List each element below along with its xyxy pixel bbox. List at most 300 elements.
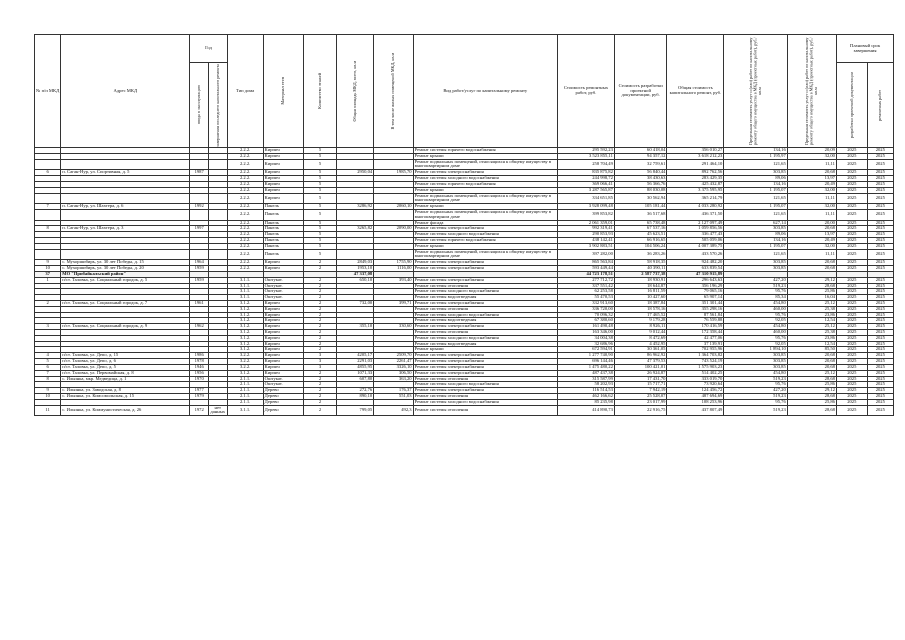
total-cost-cell: 436 371,50 <box>667 209 724 220</box>
work-type-cell: Ремонт системы электроснабжения <box>413 364 557 370</box>
repair-cost-cell: 3 287 565,87 <box>558 187 615 193</box>
design-cost-cell: 88 030,08 <box>614 187 667 193</box>
wall-material-cell: Дерево <box>263 399 303 405</box>
row-number: 10 <box>35 393 61 399</box>
design-cost-cell: 86 962,92 <box>614 353 667 359</box>
house-type-cell: 2.2.2. <box>227 153 263 159</box>
total-cost-cell: 487 694,69 <box>667 393 724 399</box>
floors-cell: 2 <box>304 330 337 336</box>
total-cost-cell: 170 416,59 <box>667 324 724 330</box>
wall-material-cell: Кирпич <box>263 335 303 341</box>
address-cell: п/ст. Таловка, ул. Социальный городок, д. 9 <box>61 324 190 330</box>
work-type-cell: Ремонт подвальных помещений, относящихся к общему имуществу в многоквартирном доме <box>413 193 557 204</box>
total-area-cell <box>336 193 373 204</box>
max-unit-cost-2-cell: 20,68 <box>787 266 836 272</box>
total-area-cell: 4205,17 <box>336 353 373 359</box>
house-type-cell: 3.1.1. <box>227 405 263 416</box>
repair-cost-cell: 487 437,38 <box>558 370 615 376</box>
header-number: № п/п МКД <box>35 35 61 148</box>
plan-design-cell: 2025 <box>836 382 867 388</box>
year-commission-cell: 1987 <box>190 170 209 176</box>
floors-cell: 2 <box>304 266 337 272</box>
work-type-cell: Ремонт системы электроснабжения <box>413 388 557 394</box>
repair-cost-cell: 332 913,60 <box>558 300 615 306</box>
header-year-commission: ввода в эксплуатацию <box>190 63 209 148</box>
plan-works-cell: 2025 <box>867 243 893 249</box>
total-area-cell: 3286,92 <box>336 204 373 210</box>
work-type-cell: Ремонт подвальных помещений, относящихся к общему имуществу в многоквартирном доме <box>413 209 557 220</box>
wall-material-cell: Панель <box>263 243 303 249</box>
header-floors: Количество этажей <box>304 35 337 148</box>
house-type-cell: 3.2.2. <box>227 364 263 370</box>
max-unit-cost-cell: 1 195,07 <box>724 243 787 249</box>
max-unit-cost-cell: 95,76 <box>724 399 787 405</box>
total-cost-cell: 437 807,49 <box>667 405 724 416</box>
plan-works-cell: 2025 <box>867 193 893 204</box>
total-cost-cell: 2 127 097,49 <box>667 220 724 226</box>
repair-cost-cell: 3 902 883,51 <box>558 243 615 249</box>
total-area-cell: 4855,95 <box>336 364 373 370</box>
house-type-cell: 2.1.1. <box>227 382 263 388</box>
plan-design-cell: 2025 <box>836 347 867 353</box>
plan-works-cell: 2025 <box>867 399 893 405</box>
max-unit-cost-cell: 1 195,07 <box>724 187 787 193</box>
plan-design-cell: 2025 <box>836 364 867 370</box>
floors-cell: 2 <box>304 306 337 312</box>
wall-material-cell: Кирпич <box>263 364 303 370</box>
year-commission-cell: 1997 <box>190 226 209 232</box>
repair-cost-cell: 369 066,41 <box>558 181 615 187</box>
max-unit-cost-cell: 121,65 <box>724 159 787 170</box>
total-cost-cell: 425 432,87 <box>667 181 724 187</box>
floors-cell: 2 <box>304 260 337 266</box>
wall-material-cell: Кирпич <box>263 300 303 306</box>
plan-works-cell: 2025 <box>867 238 893 244</box>
row-number: 4 <box>35 353 61 359</box>
living-area-cell: 2509,70 <box>374 353 413 359</box>
design-cost-cell: 18 578,16 <box>614 306 667 312</box>
design-cost-cell: 17 431,70 <box>614 376 667 382</box>
plan-works-cell: 2025 <box>867 277 893 283</box>
total-area-cell: 2291,03 <box>336 359 373 365</box>
repair-cost-cell: 672 594,91 <box>558 347 615 353</box>
row-number: 2 <box>35 300 61 306</box>
max-unit-cost-cell: 92,05 <box>724 318 787 324</box>
design-cost-cell: 4 452,95 <box>614 341 667 347</box>
living-area-cell: 363,20 <box>374 376 413 382</box>
house-type-cell: 2.2.2. <box>227 176 263 182</box>
floors-cell: 5 <box>304 204 337 210</box>
house-type-cell: 3.2.2. <box>227 359 263 365</box>
plan-works-cell: 2025 <box>867 204 893 210</box>
plan-works-cell: 2025 <box>867 260 893 266</box>
design-cost-cell: 65 738,48 <box>614 220 667 226</box>
wall-material-cell: Панель <box>263 226 303 232</box>
repair-cost-cell: 438 142,41 <box>558 238 615 244</box>
house-type-cell: 3.1.1. <box>227 277 263 283</box>
house-type-cell: 2.2.2. <box>227 243 263 249</box>
living-area-cell <box>374 249 413 260</box>
plan-works-cell: 2025 <box>867 289 893 295</box>
row-number: 1 <box>35 277 61 283</box>
wall-material-cell: Кирпич <box>263 148 303 154</box>
work-type-cell: Ремонт системы горячего водоснабжения <box>413 181 557 187</box>
repair-cost-cell: 397 282,00 <box>558 249 615 260</box>
design-cost-cell: 40 390,11 <box>614 266 667 272</box>
plan-design-cell: 2025 <box>836 226 867 232</box>
house-type-cell: 2.2.2. <box>227 220 263 226</box>
repair-cost-cell: 1 277 740,90 <box>558 353 615 359</box>
living-area-cell: 2090,00 <box>374 226 413 232</box>
wall-material-cell: Кирпич <box>263 359 303 365</box>
floors-cell: 2 <box>304 347 337 353</box>
design-cost-cell: 9 012,44 <box>614 330 667 336</box>
house-type-cell: 3.1.1. <box>227 295 263 301</box>
wall-material-cell: Кирпич <box>263 370 303 376</box>
plan-works-cell: 2025 <box>867 364 893 370</box>
year-commission-cell: 1972 <box>190 405 209 416</box>
repair-cost-cell: 3 523 855,11 <box>558 153 615 159</box>
row-number: 7 <box>35 370 61 376</box>
work-type-cell: Ремонт системы отопления <box>413 330 557 336</box>
table-row <box>35 249 894 260</box>
max-unit-cost-2-cell: 11,11 <box>787 209 836 220</box>
total-area-cell: 732,00 <box>336 300 373 306</box>
max-unit-cost-cell: 519,23 <box>724 283 787 289</box>
max-unit-cost-cell: 303,85 <box>724 226 787 232</box>
address-cell <box>61 159 190 170</box>
living-area-cell <box>374 209 413 220</box>
design-cost-cell: 18 387,84 <box>614 300 667 306</box>
work-type-cell: Ремонт системы электроснабжения <box>413 266 557 272</box>
total-area-cell <box>336 209 373 220</box>
plan-design-cell: 2025 <box>836 260 867 266</box>
header-plan-design: разработки проектной документации <box>836 63 867 148</box>
spreadsheet-sheet <box>34 34 894 416</box>
design-cost-cell: 32 759,61 <box>614 159 667 170</box>
total-area-cell <box>336 249 373 260</box>
floors-cell: 5 <box>304 193 337 204</box>
work-type-cell: Ремонт системы электроснабжения <box>413 226 557 232</box>
year-last-repair-cell <box>208 193 227 204</box>
design-cost-cell: 56 366,76 <box>614 181 667 187</box>
max-unit-cost-cell: 134,16 <box>724 181 787 187</box>
repair-cost-cell: 161 490,48 <box>558 324 615 330</box>
design-cost-cell: 36 283,26 <box>614 249 667 260</box>
max-unit-cost-2-cell: 32,00 <box>787 153 836 159</box>
plan-works-cell: 2025 <box>867 388 893 394</box>
year-commission-cell <box>190 193 209 204</box>
max-unit-cost-cell: 519,23 <box>724 405 787 416</box>
year-commission-cell: 1986 <box>190 353 209 359</box>
wall-material-cell: Панель <box>263 209 303 220</box>
work-type-cell: Ремонт системы холодного водоснабжения <box>413 335 557 341</box>
max-unit-cost-2-cell: 16,04 <box>787 295 836 301</box>
plan-design-cell: 2025 <box>836 393 867 399</box>
total-cost-cell: 37 139,91 <box>667 341 724 347</box>
repair-cost-cell: 44 723 178,51 <box>558 271 615 277</box>
work-type-cell: Ремонт системы холодного водоснабжения <box>413 176 557 182</box>
total-area-cell: 650,10 <box>336 277 373 283</box>
plan-design-cell: 2025 <box>836 238 867 244</box>
max-unit-cost-cell: 95,76 <box>724 289 787 295</box>
wall-material-cell: Оштукат. <box>263 277 303 283</box>
design-cost-cell: 105 181,44 <box>614 204 667 210</box>
repair-cost-cell: 399 853,82 <box>558 209 615 220</box>
repair-cost-cell: 32 686,96 <box>558 341 615 347</box>
address-cell <box>61 193 190 204</box>
year-commission-cell: 1979 <box>190 393 209 399</box>
row-number: 37 <box>35 271 61 277</box>
wall-material-cell: Кирпич <box>263 353 303 359</box>
living-area-cell: 399,71 <box>374 300 413 306</box>
table-row <box>35 159 894 170</box>
address-cell: п/ст. Таловка, ул. Социальный городок, д. 7 <box>61 300 190 306</box>
total-cost-cell: 87 561,84 <box>667 312 724 318</box>
repair-cost-cell: 258 704,49 <box>558 159 615 170</box>
max-unit-cost-2-cell: 20,68 <box>787 260 836 266</box>
floors-cell: 3 <box>304 353 337 359</box>
row-number: 6 <box>35 364 61 370</box>
work-type-cell: Ремонт системы холодного водоснабжения <box>413 382 557 388</box>
plan-works-cell: 2025 <box>867 306 893 312</box>
design-cost-cell: 100 421,01 <box>614 364 667 370</box>
floors-cell: 2 <box>304 277 337 283</box>
wall-material-cell: Панель <box>263 238 303 244</box>
plan-works-cell: 2025 <box>867 347 893 353</box>
year-last-repair-cell <box>208 159 227 170</box>
work-type-cell: Ремонт крыши <box>413 153 557 159</box>
wall-material-cell: Оштукат. <box>263 376 303 382</box>
living-area-cell: 2261,47 <box>374 359 413 365</box>
plan-design-cell: 2025 <box>836 376 867 382</box>
repair-cost-cell: 277 712,72 <box>558 277 615 283</box>
wall-material-cell: Панель <box>263 232 303 238</box>
row-number: 5 <box>35 359 61 365</box>
repair-cost-cell: 85 235,98 <box>558 399 615 405</box>
plan-design-cell: 2025 <box>836 300 867 306</box>
work-type-cell: Ремонт крыши <box>413 347 557 353</box>
total-cost-cell: 4 033 280,92 <box>667 204 724 210</box>
house-type-cell: 2.2.2. <box>227 266 263 272</box>
design-cost-cell: 104 506,24 <box>614 243 667 249</box>
total-area-cell: 799,05 <box>336 405 373 416</box>
plan-works-cell: 2025 <box>867 376 893 382</box>
design-cost-cell: 16 811,59 <box>614 289 667 295</box>
design-cost-cell: 67 537,16 <box>614 226 667 232</box>
max-unit-cost-cell: 1 894,10 <box>724 347 787 353</box>
max-unit-cost-2-cell: 25,38 <box>787 306 836 312</box>
living-area-cell: 330,60 <box>374 324 413 330</box>
max-unit-cost-2-cell: 25,86 <box>787 289 836 295</box>
design-cost-cell: 18 930,91 <box>614 277 667 283</box>
header-total-area: Общая площадь МКД, всего, кв.м <box>336 35 373 148</box>
living-area-cell: 551,03 <box>374 393 413 399</box>
house-type-cell: 3.1.2. <box>227 318 263 324</box>
living-area-cell: 1116,00 <box>374 266 413 272</box>
design-cost-cell: 60 418,04 <box>614 148 667 154</box>
max-unit-cost-2-cell: 25,12 <box>787 370 836 376</box>
plan-works-cell: 2025 <box>867 209 893 220</box>
max-unit-cost-2-cell: 12,54 <box>787 341 836 347</box>
repair-cost-cell: 334 651,85 <box>558 193 615 204</box>
row-number: 3 <box>35 324 61 330</box>
floors-cell: 5 <box>304 220 337 226</box>
wall-material-cell: Кирпич <box>263 324 303 330</box>
row-number: 9 <box>35 260 61 266</box>
work-type-cell: Ремонт системы горячего водоснабжения <box>413 148 557 154</box>
max-unit-cost-2-cell: 20,68 <box>787 353 836 359</box>
plan-design-cell: 2025 <box>836 148 867 154</box>
repair-cost-cell: 865 563,84 <box>558 260 615 266</box>
year-last-repair-cell <box>208 249 227 260</box>
plan-works-cell: 2025 <box>867 353 893 359</box>
total-cost-cell: 108 253,96 <box>667 399 724 405</box>
total-cost-cell: 3 375 595,95 <box>667 187 724 193</box>
row-number <box>35 193 61 204</box>
plan-design-cell: 2025 <box>836 243 867 249</box>
max-unit-cost-cell: 454,80 <box>724 300 787 306</box>
table-row <box>35 405 894 416</box>
plan-works-cell: 2025 <box>867 159 893 170</box>
total-cost-cell: 924 482,20 <box>667 260 724 266</box>
row-number: 7 <box>35 204 61 210</box>
total-area-cell: 2849,03 <box>336 260 373 266</box>
work-type-cell: Ремонт системы холодного водоснабжения <box>413 399 557 405</box>
work-type-cell: Ремонт крыши <box>413 243 557 249</box>
plan-design-cell: 2025 <box>836 170 867 176</box>
total-cost-cell: 365 214,79 <box>667 193 724 204</box>
max-unit-cost-2-cell: 25,12 <box>787 324 836 330</box>
table-header <box>35 35 894 148</box>
max-unit-cost-2-cell: 29,12 <box>787 388 836 394</box>
design-cost-cell: 94 357,12 <box>614 153 667 159</box>
house-type-cell: 2.2.2. <box>227 148 263 154</box>
max-unit-cost-2-cell: 28,68 <box>787 405 836 416</box>
house-type-cell: 2.2.2. <box>227 209 263 220</box>
wall-material-cell: Кирпич <box>263 260 303 266</box>
max-unit-cost-cell: 95,76 <box>724 312 787 318</box>
wall-material-cell: Панель <box>263 220 303 226</box>
house-type-cell: 2.2.2. <box>227 226 263 232</box>
floors-cell: 5 <box>304 226 337 232</box>
row-number: 10 <box>35 266 61 272</box>
total-cost-cell: 356 010,27 <box>667 148 724 154</box>
total-cost-cell: 42 477,06 <box>667 335 724 341</box>
floors-cell: 5 <box>304 209 337 220</box>
floors-cell: 5 <box>304 232 337 238</box>
design-cost-cell: 8 926,11 <box>614 324 667 330</box>
design-cost-cell: 38 430,63 <box>614 176 667 182</box>
wall-material-cell: Кирпич <box>263 318 303 324</box>
header-year-last-repair: завершения последнего капитального ремонта <box>208 63 227 148</box>
plan-works-cell: 2025 <box>867 181 893 187</box>
repair-cost-cell: 414 890,73 <box>558 405 615 416</box>
total-cost-cell: 47 310 915,89 <box>667 271 724 277</box>
total-cost-cell: 1 364 703,82 <box>667 353 724 359</box>
living-area-cell: 492,3 <box>374 405 413 416</box>
plan-works-cell: 2025 <box>867 283 893 289</box>
max-unit-cost-cell: 303,85 <box>724 364 787 370</box>
total-area-cell <box>336 159 373 170</box>
house-type-cell: 3.2.2. <box>227 353 263 359</box>
total-cost-cell: 351 301,44 <box>667 300 724 306</box>
address-cell <box>61 209 190 220</box>
work-type-cell: Ремонт крыши <box>413 204 557 210</box>
max-unit-cost-2-cell: 25,86 <box>787 382 836 388</box>
repair-cost-cell: 58 202,93 <box>558 382 615 388</box>
design-cost-cell: 8 472,69 <box>614 335 667 341</box>
max-unit-cost-cell: 303,85 <box>724 170 787 176</box>
total-cost-cell: 743 524,19 <box>667 359 724 365</box>
design-cost-cell: 30 562,94 <box>614 193 667 204</box>
work-type-cell: Ремонт системы электроснабжения <box>413 170 557 176</box>
address-cell <box>61 249 190 260</box>
repair-cost-cell: 290 853,93 <box>558 232 615 238</box>
max-unit-cost-cell: 303,85 <box>724 266 787 272</box>
living-area-cell: 1985,70 <box>374 170 413 176</box>
repair-cost-cell: 3 928 099,48 <box>558 204 615 210</box>
design-cost-cell: 7 942,19 <box>614 388 667 394</box>
max-unit-cost-2-cell: 20,68 <box>787 359 836 365</box>
plan-works-cell: 2025 <box>867 312 893 318</box>
total-area-cell: 1953,10 <box>336 266 373 272</box>
header-address: Адрес МКД <box>61 35 190 148</box>
max-unit-cost-2-cell: 12,54 <box>787 318 836 324</box>
year-commission-cell: 1961 <box>190 300 209 306</box>
max-unit-cost-cell: 121,65 <box>724 209 787 220</box>
plan-design-cell: 2025 <box>836 359 867 365</box>
table-body <box>35 148 894 416</box>
address-cell: п/ст. Таловка, ул. Первомайская, д. 8 <box>61 370 190 376</box>
repair-cost-cell: 593 449,44 <box>558 266 615 272</box>
year-commission-cell <box>190 159 209 170</box>
floors-cell: 5 <box>304 159 337 170</box>
address-cell: п/ст. Таловка, ул. Депо, д. 6 <box>61 359 190 365</box>
floors-cell: 2 <box>304 382 337 388</box>
design-cost-cell: 15 717,71 <box>614 382 667 388</box>
max-unit-cost-2-cell: 20,68 <box>787 170 836 176</box>
house-type-cell: 2.1.1. <box>227 388 263 394</box>
plan-design-cell: 2025 <box>836 176 867 182</box>
floors-cell: 2 <box>304 324 337 330</box>
plan-design-cell: 2025 <box>836 370 867 376</box>
work-type-cell: Ремонт системы холодного водоснабжения <box>413 289 557 295</box>
house-type-cell: 2.2.2. <box>227 249 263 260</box>
floors-cell: 5 <box>304 187 337 193</box>
living-area-cell: 3326,10 <box>374 364 413 370</box>
max-unit-cost-cell: 460,00 <box>724 306 787 312</box>
total-cost-cell: 1 059 856,56 <box>667 226 724 232</box>
max-unit-cost-cell: 89,06 <box>724 232 787 238</box>
address-cell: с. Мухоршибирь, ул. 30 лет Победы, д. 15 <box>61 260 190 266</box>
design-cost-cell: 36 517,68 <box>614 209 667 220</box>
design-cost-cell: 23 017,99 <box>614 399 667 405</box>
year-commission-cell: 1992 <box>190 204 209 210</box>
max-unit-cost-2-cell: 32,00 <box>787 187 836 193</box>
header-total-cost: Общая стоимость капитального ремонт, руб. <box>667 35 724 148</box>
max-unit-cost-cell: 454,80 <box>724 370 787 376</box>
floors-cell: 2 <box>304 405 337 416</box>
floors-cell: 5 <box>304 238 337 244</box>
address-cell: с. Ильинка, ул. Заводская, д. 8 <box>61 388 190 394</box>
total-cost-cell: 633 839,54 <box>667 266 724 272</box>
house-type-cell: 2.2.2. <box>227 170 263 176</box>
year-commission-cell: 1959 <box>190 266 209 272</box>
wall-material-cell: Кирпич <box>263 306 303 312</box>
wall-material-cell: Кирпич <box>263 266 303 272</box>
house-type-cell: 3.1.2. <box>227 330 263 336</box>
